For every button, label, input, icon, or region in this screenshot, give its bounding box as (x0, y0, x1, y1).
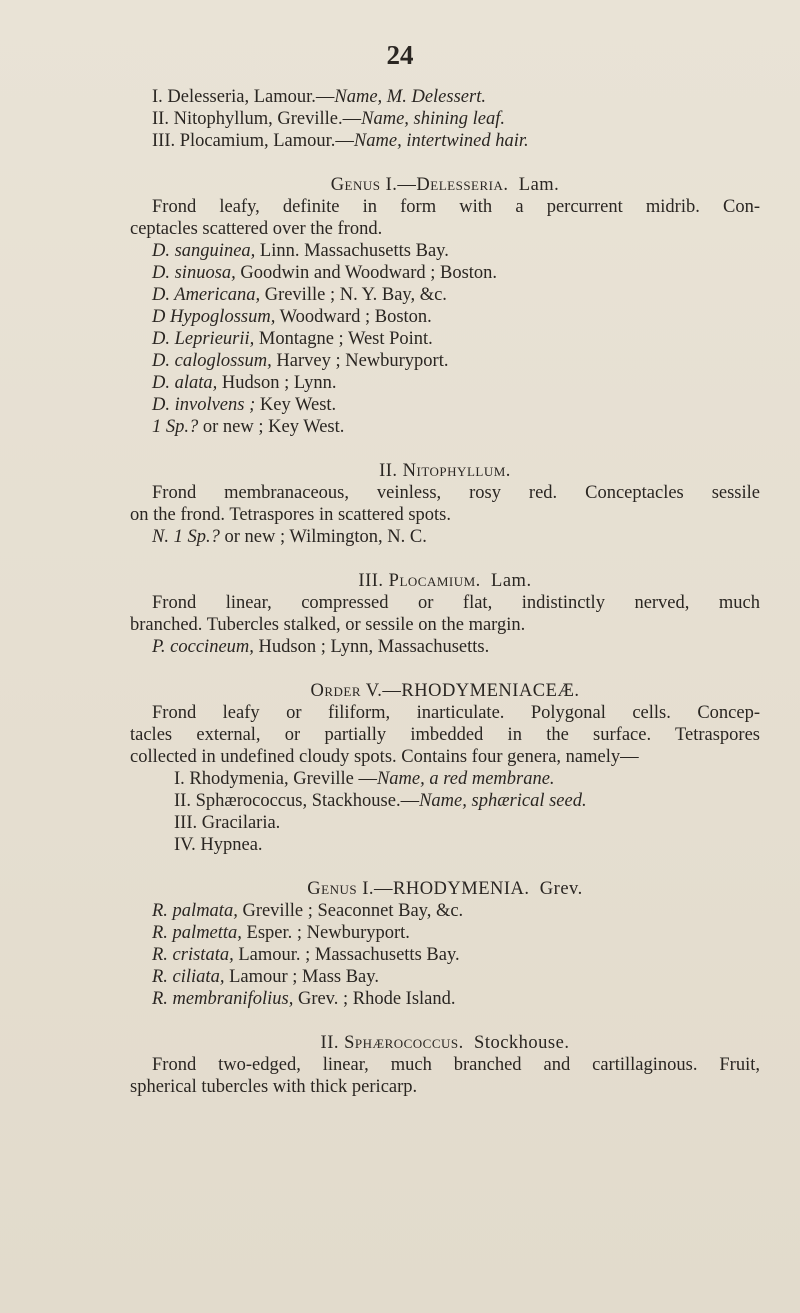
page-content (130, 86, 760, 1098)
species-entry: D. Leprieurii, Montagne ; West Point. (152, 329, 433, 349)
description-line: on the frond. Tetraspores in scattered spots. (130, 505, 452, 525)
section-heading: Genus I.—Delesseria. Lam. (330, 175, 560, 195)
genus-list-item: II. Sphærococcus, Stackhouse.—Name, sphærical seed. (174, 791, 587, 811)
genus-list-item: I. Rhodymenia, Greville —Name, a red membrane. (174, 769, 555, 789)
genus-list-item: III. Gracilaria. (174, 813, 281, 833)
section-heading: Genus I.—RHODYMENIA. Grev. (307, 879, 583, 899)
description-line: Frond two-edged, linear, much branched and cartillaginous. Fruit, (152, 1055, 760, 1075)
genus-list-item: III. Plocamium, Lamour.—Name, intertwined hair. (152, 131, 529, 151)
species-entry: R. membranifolius, Grev. ; Rhode Island. (152, 989, 456, 1009)
description-line: Frond leafy or filiform, inarticulate. Polygonal cells. Concep- (152, 703, 760, 723)
order-heading: Order V.—RHODYMENIACEÆ. (310, 681, 580, 701)
species-entry: D. involvens ; Key West. (152, 395, 337, 415)
description-line: ceptacles scattered over the frond. (130, 219, 383, 239)
species-entry: D. sinuosa, Goodwin and Woodward ; Boston. (152, 263, 498, 283)
species-entry: N. 1 Sp.? or new ; Wilmington, N. C. (152, 527, 427, 547)
description-line: collected in undefined cloudy spots. Contains four genera, namely— (130, 747, 639, 767)
description-line: spherical tubercles with thick pericarp. (130, 1077, 418, 1097)
section-heading: III. Plocamium. Lam. (358, 571, 532, 591)
genus-list-item: I. Delesseria, Lamour.—Name, M. Delessert. (152, 87, 486, 107)
section-heading: II. Sphærococcus. Stockhouse. (320, 1033, 570, 1053)
species-entry: P. coccineum, Hudson ; Lynn, Massachusetts. (152, 637, 490, 657)
description-line: Frond leafy, definite in form with a percurrent midrib. Con- (152, 197, 760, 217)
species-entry: R. palmetta, Esper. ; Newburyport. (152, 923, 410, 943)
description-line: Frond membranaceous, veinless, rosy red. Conceptacles sessile (152, 483, 760, 503)
species-entry: D. Americana, Greville ; N. Y. Bay, &c. (152, 285, 447, 305)
species-entry: D Hypoglossum, Woodward ; Boston. (152, 307, 432, 327)
genus-list-item: II. Nitophyllum, Greville.—Name, shining leaf. (152, 109, 506, 129)
description-line: branched. Tubercles stalked, or sessile on the margin. (130, 615, 526, 635)
description-line: Frond linear, compressed or flat, indistinctly nerved, much (152, 593, 760, 613)
page-number: 24 (386, 40, 414, 70)
species-entry: R. ciliata, Lamour ; Mass Bay. (152, 967, 379, 987)
species-entry: R. palmata, Greville ; Seaconnet Bay, &c. (152, 901, 464, 921)
species-entry: 1 Sp.? or new ; Key West. (152, 417, 345, 437)
species-entry: D. sanguinea, Linn. Massachusetts Bay. (152, 241, 449, 261)
species-entry: D. alata, Hudson ; Lynn. (152, 373, 337, 393)
species-entry: D. caloglossum, Harvey ; Newburyport. (152, 351, 449, 371)
species-entry: R. cristata, Lamour. ; Massachusetts Bay. (152, 945, 460, 965)
description-line: tacles external, or partially imbedded in the surface. Tetraspores (130, 725, 760, 745)
genus-list-item: IV. Hypnea. (174, 835, 263, 855)
section-heading: II. Nitophyllum. (379, 461, 511, 481)
